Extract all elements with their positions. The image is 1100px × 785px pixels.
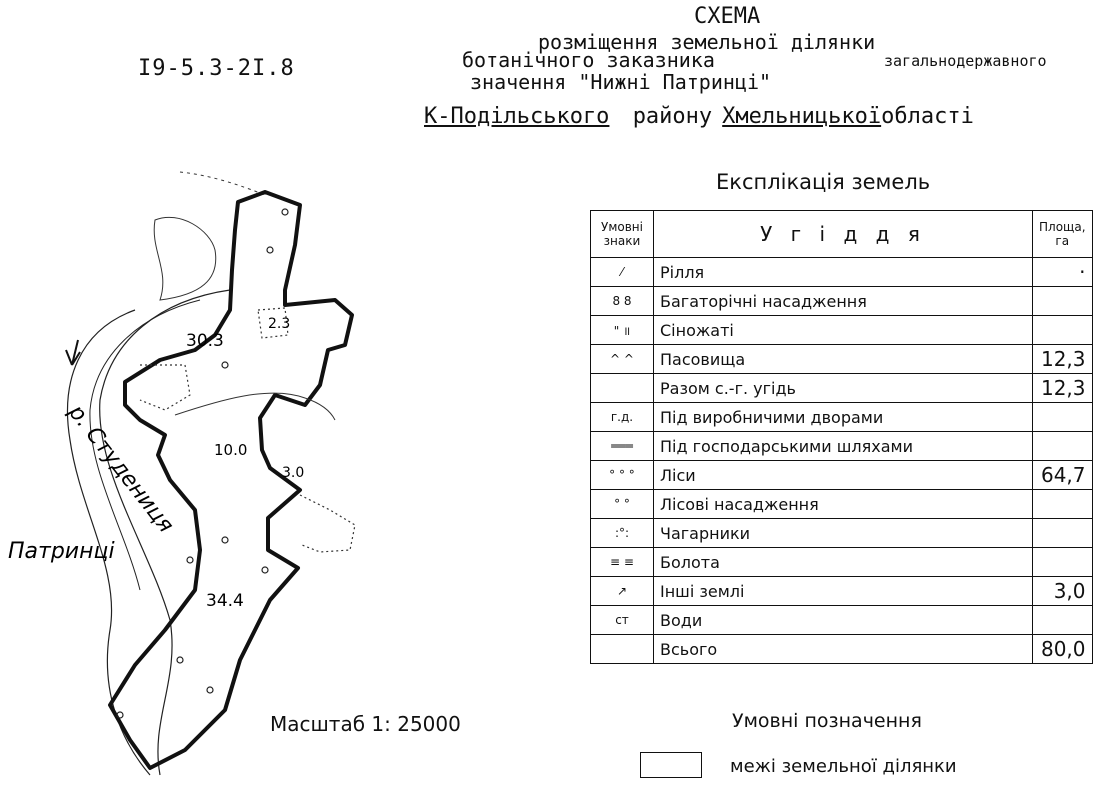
land-sign: ° ° ° bbox=[591, 461, 654, 490]
land-area bbox=[1033, 519, 1093, 548]
land-name: Болота bbox=[654, 548, 1033, 577]
land-area bbox=[1033, 490, 1093, 519]
land-name: Рілля bbox=[654, 258, 1033, 287]
land-name: Чагарники bbox=[654, 519, 1033, 548]
land-area: 12,3 bbox=[1033, 374, 1093, 403]
title-line-1: СХЕМА bbox=[694, 4, 761, 29]
river-label: р. Студениця bbox=[63, 400, 179, 538]
header-lands-label: У г і д д я bbox=[760, 222, 926, 246]
title-line-4: значення "Нижні Патринці" bbox=[470, 70, 772, 94]
land-area: 80,0 bbox=[1033, 635, 1093, 664]
land-area: · bbox=[1033, 258, 1093, 287]
title-line-5 bbox=[424, 104, 974, 129]
title-line-3-insert: загальнодержавного bbox=[884, 52, 1047, 70]
title-line-2: розміщення земельної ділянки bbox=[538, 30, 876, 54]
explication-row bbox=[591, 577, 1093, 606]
parcel-label-4: 3.0 bbox=[282, 465, 305, 481]
land-sign: 8 8 bbox=[591, 287, 654, 316]
explication-row bbox=[591, 548, 1093, 577]
land-sign: " ॥ bbox=[591, 316, 654, 345]
land-area bbox=[1033, 548, 1093, 577]
land-sign: ≡ ≡ bbox=[591, 548, 654, 577]
land-sign bbox=[591, 374, 654, 403]
explication-row bbox=[591, 316, 1093, 345]
explication-row bbox=[591, 490, 1093, 519]
land-name: Багаторічні насадження bbox=[654, 287, 1033, 316]
land-area: 3,0 bbox=[1033, 577, 1093, 606]
legend-title: Умовні позначення bbox=[732, 710, 922, 732]
header-area: Площа, га bbox=[1033, 211, 1093, 258]
land-area bbox=[1033, 316, 1093, 345]
land-name: Під господарськими шляхами bbox=[654, 432, 1033, 461]
land-area: 12,3 bbox=[1033, 345, 1093, 374]
land-name: Лісові насадження bbox=[654, 490, 1033, 519]
explication-row bbox=[591, 287, 1093, 316]
land-name: Пасовища bbox=[654, 345, 1033, 374]
region-word: області bbox=[881, 104, 974, 129]
land-name: Разом с.-г. угідь bbox=[654, 374, 1033, 403]
explication-table bbox=[590, 210, 1093, 664]
land-area bbox=[1033, 287, 1093, 316]
parcel-label-1: 30.3 bbox=[186, 331, 224, 351]
land-sign: ^ ^ bbox=[591, 345, 654, 374]
district-name: К-Подільського bbox=[424, 104, 610, 129]
land-sign: ст bbox=[591, 606, 654, 635]
explication-row bbox=[591, 345, 1093, 374]
land-name: Під виробничими дворами bbox=[654, 403, 1033, 432]
explication-row bbox=[591, 403, 1093, 432]
document-code: I9-5.3-2I.8 bbox=[138, 56, 295, 81]
land-area bbox=[1033, 606, 1093, 635]
header-lands bbox=[654, 211, 1033, 258]
land-name: Ліси bbox=[654, 461, 1033, 490]
land-sign: ═══ bbox=[591, 432, 654, 461]
explication-row bbox=[591, 432, 1093, 461]
land-sign: ⁄ bbox=[591, 258, 654, 287]
land-name: Води bbox=[654, 606, 1033, 635]
header-signs: Умовні знаки bbox=[591, 211, 654, 258]
explication-row bbox=[591, 461, 1093, 490]
explication-header-row bbox=[591, 211, 1093, 258]
explication-row bbox=[591, 606, 1093, 635]
plot-3-dotted bbox=[300, 495, 355, 552]
land-sign: ° ° bbox=[591, 490, 654, 519]
land-name: Сіножаті bbox=[654, 316, 1033, 345]
parcel-label-5: 34.4 bbox=[206, 591, 244, 611]
explication-row bbox=[591, 258, 1093, 287]
legend-boundary-label: межі земельної ділянки bbox=[730, 756, 957, 777]
site-map bbox=[0, 150, 560, 785]
road bbox=[180, 172, 265, 195]
village-label: Патринці bbox=[8, 539, 115, 564]
land-area bbox=[1033, 403, 1093, 432]
explication-row bbox=[591, 519, 1093, 548]
district-word: району bbox=[632, 104, 713, 129]
inner-boundary-dotted bbox=[140, 365, 190, 410]
explication-title: Експлікація земель bbox=[716, 170, 931, 194]
legend-boundary-symbol bbox=[640, 752, 702, 778]
region-name: Хмельницької bbox=[722, 104, 882, 129]
title-line-3: ботанічного заказника bbox=[462, 48, 715, 72]
land-area bbox=[1033, 432, 1093, 461]
land-sign: :°: bbox=[591, 519, 654, 548]
parcel-label-3: 10.0 bbox=[214, 441, 248, 459]
land-name: Всього bbox=[654, 635, 1033, 664]
land-sign bbox=[591, 635, 654, 664]
land-sign: г.д. bbox=[591, 403, 654, 432]
land-sign: ↗ bbox=[591, 577, 654, 606]
terrain-contour bbox=[154, 217, 216, 300]
land-area: 64,7 bbox=[1033, 461, 1093, 490]
explication-row bbox=[591, 635, 1093, 664]
parcel-label-2: 2.3 bbox=[268, 316, 291, 332]
land-name: Інші землі bbox=[654, 577, 1033, 606]
map-scale: Масштаб 1: 25000 bbox=[270, 712, 461, 736]
explication-row bbox=[591, 374, 1093, 403]
